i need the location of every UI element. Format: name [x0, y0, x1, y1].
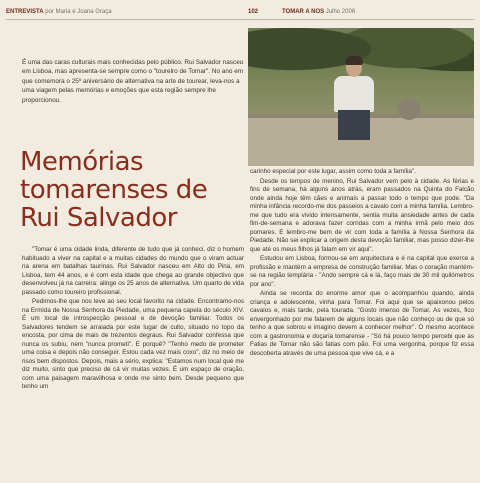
section-label: ENTREVISTA: [6, 9, 44, 15]
paragraph: Estudou em Lisboa, formou-se em arquitectura e é na capital que exerce a profissão e mantém a empresa de construção familiar. Mas o coração mantém-se na região templária - "Ando sempre cá e lá, faço mais de 30 mil quilómetros por ano".: [250, 255, 474, 288]
page-number: 102: [248, 9, 259, 15]
section-byline: por Maria e Joana Graça: [45, 9, 112, 15]
body-column-right: [250, 168, 474, 359]
running-header: [0, 6, 480, 18]
portrait-photo: [248, 28, 474, 166]
header-divider: [6, 19, 474, 20]
paragraph: "Tomar é uma cidade linda, diferente de tudo que já conheci, diz o homem habituado a viver na capital e a muitas cidades do mundo que o viram actuar na arena em batalhas taurinas. Rui Salvador nasceu em Alto do Pina, em Lisboa, tem 44 anos, e é com esta idade que chega ao grande objectivo que desenvolveu já na carreira: alinge os 25 anos de alternativa. Um quarto de vida passado como toureiro profissional.: [22, 246, 244, 296]
paragraph: Ainda se recorda do enorme amor que o acompanhou quando, ainda criança e adolescente, vinha para Tomar. Foi aqui que se apaixonou pelos cavalos e, mais tarde, pela tourada. "Gosto imenso de Tomar. As vezes, fico envergonhado por me falarem de alguns locais que não conheço ou de que só tenho a que sobrou e imagino devem a conhecer melhor". O mesmo acontece com a gastronomia e doçaria tomarense - "Só há pouco tempo percebi que as Fatias de Tomar não são fatias com pão. Foi uma vergonha, porque fiz essa descoberta através de uma pessoa que vive cá, e a: [250, 290, 474, 357]
intro-text: É uma das caras culturais mais conhecidas pelo público. Rui Salvador nasceu em Lisboa, mas apresenta-se sempre como o "tourelro de Tomar". No ano em que comemora o 25º aniversário de alternativa na arte de tourear, leva-nos a uma viagem pelas memórias e emoções que esta região sempre lhe proporcionou.: [22, 59, 244, 104]
issue-date: Julho 2006: [325, 9, 356, 15]
magazine-name: TOMAR A NOS: [282, 9, 325, 15]
paragraph: carinho especial por este lugar, assim como toda a família".: [250, 168, 417, 175]
paragraph: Pedimos-lhe que nos leve ao seu local favorito na cidade. Encontramo-nos na Ermida de Nossa Senhora da Piedade, uma pequena capela do século XIV. É um local de introspecção pessoal e de devoção familiar. Todos os Salvadores tendem se arraiada por este lugar de culto, situado no topo da encosta, por cima de mais de trezentos degraus. Rui Salvador confessa que nunca os subiu, nem "nunca prometi". E porquê? "Tenho medo de prometer uma coisa e depois não conseguir. Estou cada vez mais coxo", diz no meio de risos bem dispostos. Depois, mais a sério, explica: "Estamos num local que me diz muito, sinto que preciso de cá vir muitas vezes. É um espaço de oração, com uma paisagem maravilhosa e onde me sinto bem. Desde pequeno que tenho um: [22, 298, 244, 390]
body-column-left: [22, 246, 244, 393]
paragraph: Desde os tempos de menino, Rui Salvador vem pelo à cidade. As férias e fins de semana, há alguns anos atrás, eram passados na Quinta do Falcão onde ainda hoje têm cães e animais a passar todo o tempo que pode. "Da minha infância recordo-me dos passeios a cavalo com a minha família. Lembro-me que tudo era vivido intensamente, sentia muita ansiedade antes de cada fim-de-semana e adorava fazer corridas com a minha irmã pelo meio dos pomares. E lembro-me bem de vir com toda a família à Nossa Senhora da Piedade. Não sei explicar a origem desta devoção familiar, mas posso dizer-lhe que até os meus filhos já falam em vir aqui".: [250, 177, 474, 253]
article-title: Memórias tomarenses de Rui Salvador: [20, 147, 208, 233]
person-figure: [332, 58, 376, 138]
